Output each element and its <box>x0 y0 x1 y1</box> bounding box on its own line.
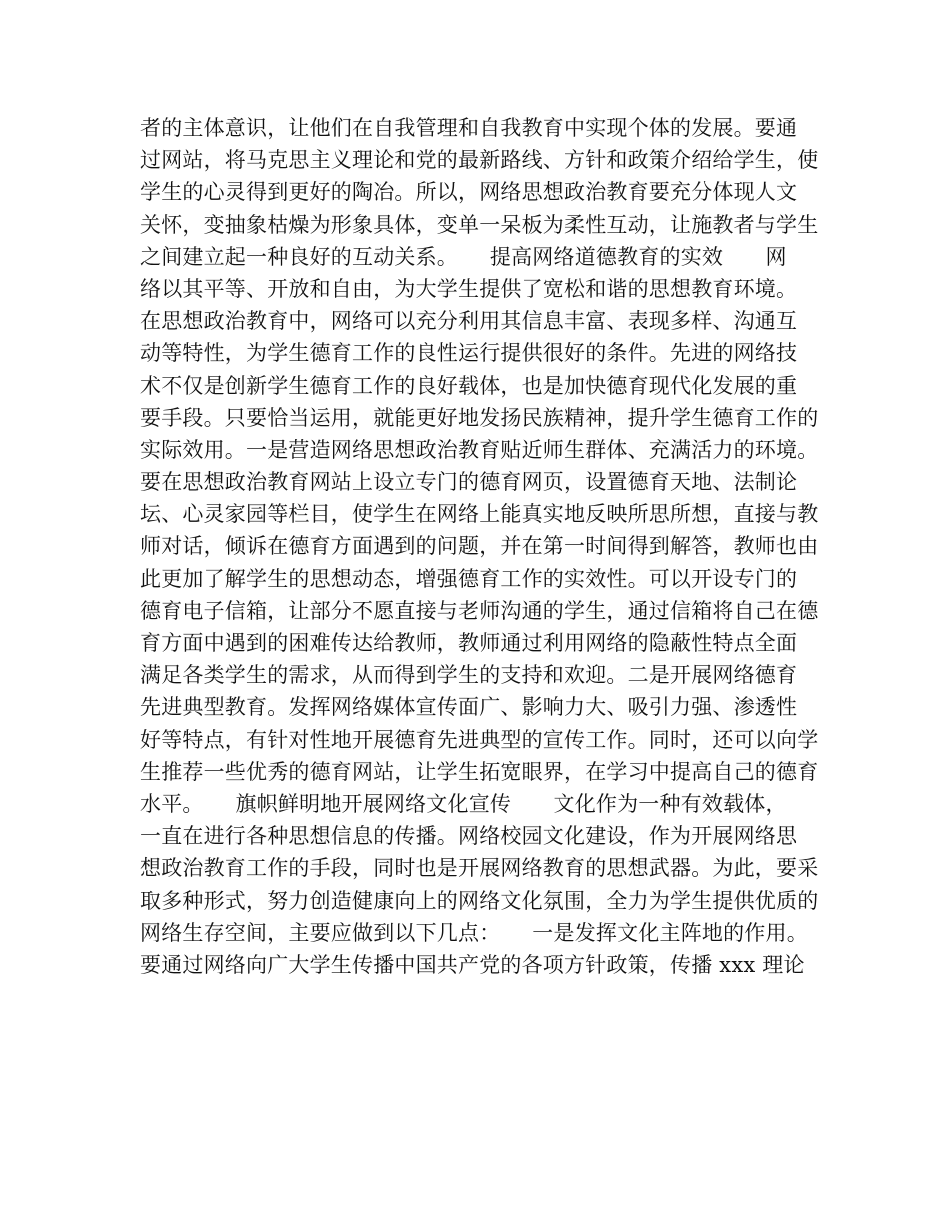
text-line: 水平。 旗帜鲜明地开展网络文化宣传 文化作为一种有效载体， <box>140 791 787 816</box>
text-line: 动等特性，为学生德育工作的良性运行提供很好的条件。先进的网络技 <box>140 341 798 366</box>
text-line: 好等特点，有针对性地开展德育先进典型的宣传工作。同时，还可以向学 <box>140 727 819 752</box>
text-line: 要通过网络向广大学生传播中国共产党的各项方针政策，传播 xxx 理论 <box>140 952 805 977</box>
text-line: 一直在进行各种思想信息的传播。网络校园文化建设，作为开展网络思 <box>140 824 798 849</box>
body-text <box>140 112 830 981</box>
text-line: 网络生存空间，主要应做到以下几点： 一是发挥文化主阵地的作用。 <box>140 920 808 945</box>
text-line: 先进典型教育。发挥网络媒体宣传面广、影响力大、吸引力强、渗透性 <box>140 695 798 720</box>
text-line: 想政治教育工作的手段，同时也是开展网络教育的思想武器。为此，要采 <box>140 856 819 881</box>
text-line: 生推荐一些优秀的德育网站，让学生拓宽眼界，在学习中提高自己的德育 <box>140 759 819 784</box>
text-line: 此更加了解学生的思想动态，增强德育工作的实效性。可以开设专门的 <box>140 566 798 591</box>
text-line: 育方面中遇到的困难传达给教师，教师通过利用网络的隐蔽性特点全面 <box>140 631 798 655</box>
text-line: 过网站，将马克思主义理论和党的最新路线、方针和政策介绍给学生，使 <box>140 148 819 173</box>
text-line: 络以其平等、开放和自由，为大学生提供了宽松和谐的思想教育环境。 <box>140 276 798 301</box>
text-line: 师对话，倾诉在德育方面遇到的问题，并在第一时间得到解答，教师也由 <box>140 534 819 559</box>
text-line: 术不仅是创新学生德育工作的良好载体，也是加快德育现代化发展的重 <box>140 373 798 398</box>
text-line: 在思想政治教育中，网络可以充分利用其信息丰富、表现多样、沟通互 <box>140 309 798 334</box>
text-line: 要手段。只要恰当运用，就能更好地发扬民族精神，提升学生德育工作的 <box>140 405 819 430</box>
text-line: 学生的心灵得到更好的陶冶。所以，网络思想政治教育要充分体现人文 <box>140 180 798 205</box>
text-line: 要在思想政治教育网站上设立专门的德育网页，设置德育天地、法制论 <box>140 470 798 495</box>
text-line: 关怀，变抽象枯燥为形象具体，变单一呆板为柔性互动，让施教者与学生 <box>140 212 819 237</box>
text-line: 坛、心灵家园等栏目，使学生在网络上能真实地反映所思所想，直接与教 <box>140 502 819 527</box>
text-line: 取多种形式，努力创造健康向上的网络文化氛围，全力为学生提供优质的 <box>140 888 819 913</box>
text-line: 德育电子信箱，让部分不愿直接与老师沟通的学生，通过信箱将自己在德 <box>140 598 819 623</box>
text-line: 满足各类学生的需求，从而得到学生的支持和欢迎。二是开展网络德育 <box>140 663 798 688</box>
text-line: 者的主体意识，让他们在自我管理和自我教育中实现个体的发展。要通 <box>140 116 798 140</box>
text-line: 之间建立起一种良好的互动关系。 提高网络道德教育的实效 网 <box>140 244 787 269</box>
text-line: 实际效用。一是营造网络思想政治教育贴近师生群体、充满活力的环境。 <box>140 437 819 462</box>
